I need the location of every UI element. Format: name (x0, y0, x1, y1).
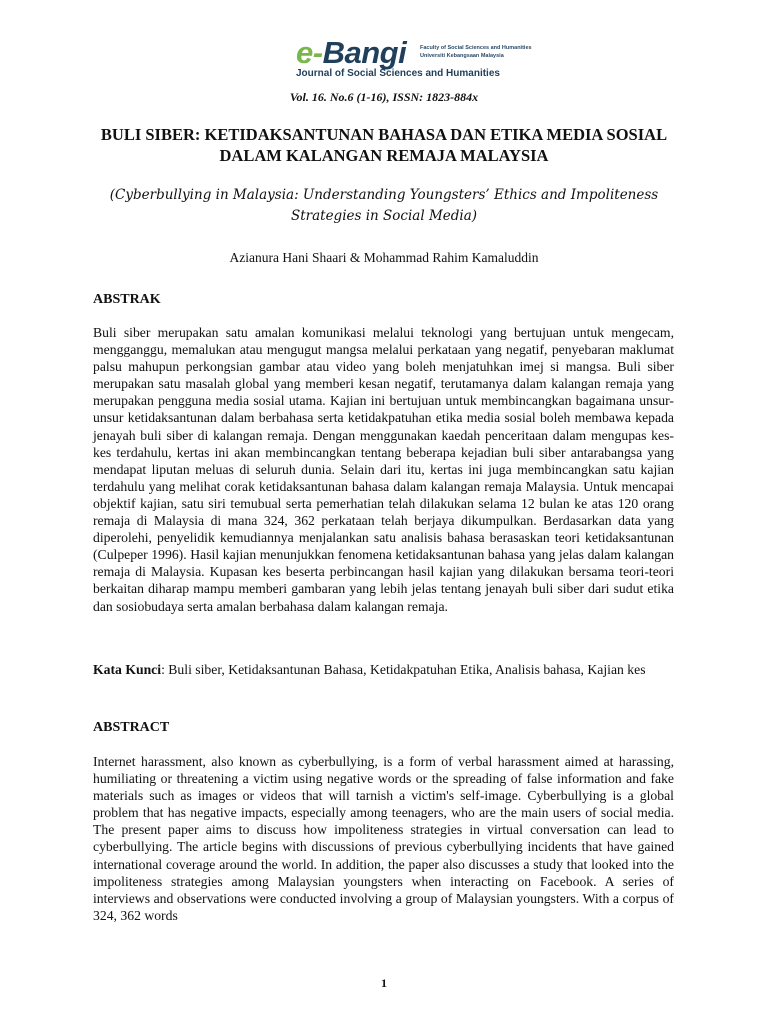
keywords (93, 661, 674, 678)
ebangi-logo (296, 36, 536, 84)
logo-wordmark (296, 36, 406, 70)
logo-journal-name: Journal of Social Sciences and Humanities (296, 68, 500, 79)
abstract-body: Internet harassment, also known as cyberbullying, is a form of verbal harassment aimed at harassing, humiliating or threatening a victim using negative words or the spreading of false information and fake materials such as images or videos that will tarnish a victim's self-image. Cyberbullying is a global problem that has negative impacts, especially among teenagers, who are the main users of social media. The present paper aims to discuss how impoliteness strategies in virtual conversation can lead to cyberbullying. The article begins with discussions of previous cyberbullying incidents that have gained international coverage around the world. In addition, the paper also discusses a study that looked into the impoliteness strategies among Malaysian youngsters when interacting on Facebook. A series of interviews and observations were conducted involving a group of Malaysian youngsters. With a corpus of 324, 362 words (93, 754, 674, 923)
logo-faculty (420, 44, 532, 60)
abstract-heading: ABSTRACT (93, 720, 170, 735)
abstrak-heading: ABSTRAK (93, 292, 161, 307)
logo-faculty-line1: Faculty of Social Sciences and Humanities (420, 45, 532, 51)
keywords-list: : Buli siber, Ketidaksantunan Bahasa, Ketidakpatuhan Etika, Analisis bahasa, Kajian kes (161, 662, 646, 677)
logo-faculty-line2: Universiti Kebangsaan Malaysia (420, 53, 504, 59)
logo-e: e- (296, 35, 323, 70)
volume-info: Vol. 16. No.6 (1-16), ISSN: 1823-884x (289, 90, 479, 104)
article-subtitle: (Cyberbullying in Malaysia: Understanding Youngsters’ Ethics and Impoliteness Strategies in Social Media) (109, 187, 659, 224)
abstrak-body: Buli siber merupakan satu amalan komunikasi melalui teknologi yang bertujuan untuk mengecam, mengganggu, memalukan atau mengugut mangsa melalui perkataan yang negatif, penyebaran maklumat palsu mahupun perkongsian gambar atau video yang boleh menjatuhkan imej si mangsa. Buli siber merupakan satu masalah global yang memberi kesan negatif, terutamanya dalam kalangan remaja yang merupakan pengguna media sosial utama. Kajian ini bertujuan untuk membincangkan bagaimana unsur-unsur ketidaksantunan dalam berbahasa serta ketidakpatuhan etika media sosial boleh membawa kepada jenayah buli siber di kalangan remaja. Dengan menggunakan kaedah penceritaan dalam mengupas kes-kes terdahulu, kertas ini akan membincangkan tentang beberapa kejadian buli siber antarabangsa yang mendapat liputan meluas di seluruh dunia. Selain dari itu, kertas ini juga membincangkan satu kajian terdahulu yang melihat corak ketidaksantunan bahasa dalam kalangan remaja Malaysia. Untuk mencapai objektif kajian, satu siri temubual serta pemerhatian telah dilakukan selama 12 bulan ke atas 120 orang remaja di Malaysia di mana 324, 362 perkataan telah berjaya dikumpulkan. Berdasarkan data yang diperolehi, penyelidik kemudiannya menjalankan satu analisis bahasa berasaskan teori ketidaksantunan (Culpeper 1996). Hasil kajian menunjukkan fenomena ketidaksantunan bahasa yang jelas dalam kalangan remaja di Malaysia. Kupasan kes beserta perbincangan hasil kajian yang dilakukan bersama teori-teori berkaitan diharap mampu memberi gambaran yang lebih jelas tentang jenayah buli siber dari sudut etika dan sosiobudaya serta amalan berbahasa dalam kalangan remaja. (93, 325, 674, 614)
article-title: BULI SIBER: KETIDAKSANTUNAN BAHASA DAN ETIKA MEDIA SOSIAL DALAM KALANGAN REMAJA MALAYSIA (100, 125, 668, 165)
logo-bangi: Bangi (322, 35, 407, 70)
page-number: 1 (381, 976, 387, 990)
keywords-label: Kata Kunci (93, 662, 162, 677)
article-authors: Azianura Hani Shaari & Mohammad Rahim Kamaluddin (229, 250, 539, 265)
